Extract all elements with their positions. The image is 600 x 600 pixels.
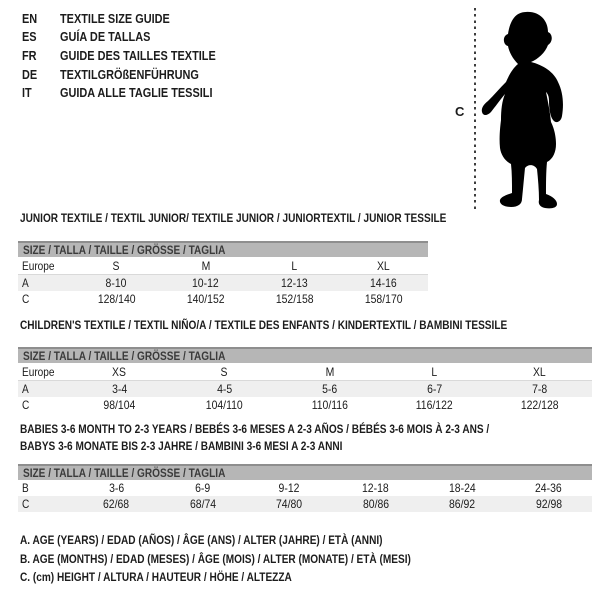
cell-value: 5-6 bbox=[321, 382, 338, 396]
cell-value: L bbox=[431, 364, 438, 379]
cell-value: 116/122 bbox=[416, 398, 453, 412]
language-code bbox=[22, 11, 60, 26]
cell-value: 24-36 bbox=[535, 481, 563, 495]
data-row bbox=[18, 275, 428, 292]
columns-header-row bbox=[18, 257, 428, 275]
cell-value: 122/128 bbox=[520, 398, 559, 412]
size-header-label: SIZE / TALLA / TAILLE / GRÖSSE / TAGLIA bbox=[23, 349, 226, 363]
size-header-row bbox=[18, 348, 592, 363]
language-row-en bbox=[22, 9, 245, 28]
cell-value: S bbox=[221, 364, 228, 379]
cell-value: M bbox=[325, 364, 334, 379]
cell-value: 12-13 bbox=[281, 276, 308, 290]
language-code bbox=[22, 29, 60, 44]
cell-value: 68/74 bbox=[189, 497, 216, 511]
language-code-text: FR bbox=[22, 47, 37, 63]
language-code bbox=[22, 67, 60, 82]
children-size-table bbox=[18, 347, 592, 413]
columns-header-row bbox=[18, 363, 592, 381]
language-code-text: EN bbox=[22, 10, 38, 26]
row-label: Europe bbox=[22, 364, 55, 379]
row-label: A bbox=[22, 382, 29, 396]
height-measure-dotted-line bbox=[474, 8, 476, 210]
language-row-fr bbox=[22, 46, 245, 65]
language-code-text: IT bbox=[22, 85, 32, 101]
footnote-text: A. AGE (YEARS) / EDAD (AÑOS) / ÂGE (ANS) / ALTER (JAHRE) / ETÀ (ANNI) bbox=[20, 533, 383, 547]
language-title: TEXTILGRÖßENFÜHRUNG bbox=[60, 66, 199, 82]
cell-value: 152/158 bbox=[275, 292, 314, 306]
row-label: C bbox=[22, 497, 30, 511]
cell-value: 3-4 bbox=[111, 382, 128, 396]
cell-value: 3-6 bbox=[108, 481, 124, 495]
cell-value: 158/170 bbox=[364, 292, 403, 306]
cell-value: 80/86 bbox=[362, 497, 389, 511]
cell-value: XL bbox=[377, 258, 390, 273]
cell-value: 4-5 bbox=[216, 382, 233, 396]
footnote-a bbox=[20, 533, 485, 552]
cell-value: 104/110 bbox=[206, 398, 243, 412]
cell-value: 62/68 bbox=[103, 497, 130, 511]
cell-value: S bbox=[113, 258, 120, 273]
size-header-label: SIZE / TALLA / TAILLE / GRÖSSE / TAGLIA bbox=[23, 466, 226, 480]
cell-value: 6-7 bbox=[426, 382, 443, 396]
footnote-text: B. AGE (MONTHS) / EDAD (MESES) / ÂGE (MOIS) / ALTER (MONATE) / ETÀ (MESI) bbox=[20, 551, 411, 566]
cell-value: 9-12 bbox=[278, 481, 300, 495]
cell-value: 18-24 bbox=[448, 481, 476, 495]
size-table bbox=[18, 241, 428, 307]
language-title: TEXTILE SIZE GUIDE bbox=[60, 10, 170, 26]
size-header-row bbox=[18, 242, 428, 257]
language-title: GUÍA DE TALLAS bbox=[60, 29, 151, 45]
size-table bbox=[18, 464, 592, 512]
footnotes bbox=[20, 533, 485, 589]
data-row bbox=[18, 291, 428, 307]
data-row bbox=[18, 480, 592, 496]
section-title-text: CHILDREN'S TEXTILE / TEXTIL NIÑO/A / TEXTILE DES ENFANTS / KINDERTEXTIL / BAMBINI TESSILE bbox=[20, 318, 508, 332]
cell-value: 140/152 bbox=[186, 292, 225, 306]
height-measure-label: C bbox=[455, 104, 465, 119]
language-code bbox=[22, 85, 60, 100]
footnote-b bbox=[20, 552, 485, 571]
babies-size-table bbox=[18, 464, 592, 512]
cell-value: XS bbox=[112, 364, 127, 379]
row-label: C bbox=[22, 398, 30, 412]
language-title: GUIDE DES TAILLES TEXTILE bbox=[60, 47, 216, 63]
footnote-c bbox=[20, 570, 485, 589]
language-list bbox=[22, 9, 245, 102]
language-row-it bbox=[22, 83, 245, 102]
row-label: B bbox=[22, 481, 29, 495]
row-label: A bbox=[22, 276, 29, 290]
cell-value: XL bbox=[533, 364, 546, 379]
language-code-text: DE bbox=[22, 66, 38, 82]
data-row bbox=[18, 397, 592, 413]
cell-value: 128/140 bbox=[97, 292, 136, 306]
section-title-babies bbox=[20, 421, 579, 454]
cell-value: 98/104 bbox=[103, 398, 136, 412]
size-header-row bbox=[18, 465, 592, 480]
size-header-label: SIZE / TALLA / TAILLE / GRÖSSE / TAGLIA bbox=[23, 243, 226, 257]
size-table bbox=[18, 347, 592, 413]
cell-value: 110/116 bbox=[311, 398, 348, 412]
section-title-text: JUNIOR TEXTILE / TEXTIL JUNIOR/ TEXTILE JUNIOR / JUNIORTEXTIL / JUNIOR TESSILE bbox=[20, 211, 447, 225]
section-title-children bbox=[20, 317, 600, 334]
junior-size-table bbox=[18, 241, 428, 307]
data-row bbox=[18, 381, 592, 398]
cell-value: 10-12 bbox=[192, 276, 219, 290]
cell-value: 86/92 bbox=[449, 497, 476, 511]
language-code bbox=[22, 48, 60, 63]
footnote-text: C. (cm) HEIGHT / ALTURA / HAUTEUR / HÖHE / ALTEZZA bbox=[20, 570, 292, 585]
cell-value: 14-16 bbox=[370, 276, 397, 290]
language-row-es bbox=[22, 28, 245, 47]
data-row bbox=[18, 496, 592, 512]
baby-silhouette-icon bbox=[478, 4, 598, 212]
cell-value: 8-10 bbox=[106, 276, 127, 290]
language-code-text: ES bbox=[22, 29, 37, 45]
section-title-text-line1: BABIES 3-6 MONTH TO 2-3 YEARS / BEBÉS 3-6 MESES A 2-3 AÑOS / BÉBÉS 3-6 MOIS À 2-3 ANS / bbox=[20, 422, 490, 436]
language-title: GUIDA ALLE TAGLIE TESSILI bbox=[60, 85, 213, 101]
row-label: C bbox=[22, 292, 30, 306]
cell-value: 12-18 bbox=[362, 481, 390, 495]
cell-value: 7-8 bbox=[531, 382, 548, 396]
section-title-junior bbox=[20, 210, 528, 227]
language-row-de bbox=[22, 65, 245, 84]
row-label: Europe bbox=[22, 258, 55, 273]
section-title-text-line2: BABYS 3-6 MONATE BIS 2-3 JAHRE / BAMBINI 3-6 MESI A 2-3 ANNI bbox=[20, 438, 343, 453]
cell-value: L bbox=[291, 258, 298, 273]
cell-value: 74/80 bbox=[276, 497, 303, 511]
cell-value: 92/98 bbox=[535, 497, 562, 511]
cell-value: M bbox=[201, 258, 210, 273]
cell-value: 6-9 bbox=[195, 481, 211, 495]
